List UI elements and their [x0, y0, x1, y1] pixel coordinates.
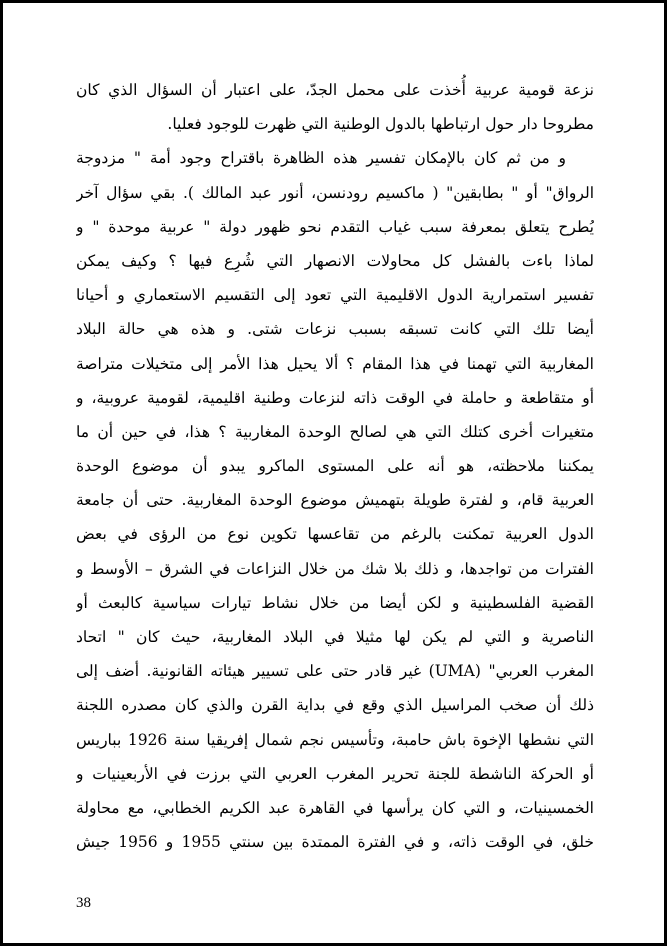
text-line: نزعة قومية عربية أُخذت على محمل الجدّ، على اعتبار أن السؤال الذي كان — [76, 81, 594, 99]
text-line: الفترات من تواجدها، و ذلك بلا شك من خلال النزاعات في الشرق – الأوسط و — [76, 559, 594, 578]
body-text — [76, 73, 594, 859]
text-line: ذلك أن صخب المراسيل الذي وقع في بداية القرن والذي كان مصدره اللجنة — [76, 696, 594, 715]
text-line: يُطرح يتعلق بمعرفة سبب غياب التقدم نحو ظهور دولة " عربية موحدة " و — [76, 217, 594, 236]
text-line: يمكننا ملاحظته، هو أنه على المستوى الماكرو يبدو أن موضوع الوحدة — [76, 457, 594, 476]
text-line: التي نشطها الإخوة باش حامبة، وتأسيس نجم شمال إفريقيا سنة 1926 بباريس — [76, 730, 594, 749]
text-line: القضية الفلسطينية و لكن أيضا من خلال نشاط تيارات سياسية كالبعث أو — [76, 593, 594, 612]
text-line: مطروحا دار حول ارتباطها بالدول الوطنية التي ظهرت للوجود فعليا. — [167, 115, 594, 134]
text-line: المغاربية التي تهمنا في هذا المقام ؟ ألا يحيل هذا الأمر إلى متخيلات متراصة — [76, 354, 594, 373]
text-line: لماذا باءت بالفشل كل محاولات الانصهار التي شُرِع فيها ؟ وكيف يمكن — [76, 251, 594, 270]
page-number: 38 — [76, 895, 91, 911]
text-line: تفسير استمرارية الدول الاقليمية التي تعود إلى التقسيم الاستعماري و أحيانا — [76, 286, 594, 305]
text-line: الرواق" أو " بطابقين" ( ماكسيم رودنسن، أنور عبد المالك ). بقي سؤال آخر — [76, 183, 594, 202]
text-line: متغيرات أخرى كتلك التي هي لصالح الوحدة المغاربية ؟ هذا، في حين أن ما — [76, 422, 594, 441]
text-line: الخمسينيات، و التي كان يرأسها في القاهرة عبد الكريم الخطابي، مع محاولة — [76, 798, 594, 817]
text-line: المغرب العربي" (UMA) غير قادر حتى على تسيير هيئاته القانونية. أضف إلى — [76, 662, 594, 681]
text-line: أو الحركة الناشطة للجنة تحرير المغرب العربي التي برزت في الأربعينيات و — [76, 764, 594, 783]
text-line: الناصرية و التي لم يكن لها مثيلا في البلاد المغاربية، حيث كان " اتحاد — [76, 628, 594, 646]
text-line: خلق، في الوقت ذاته، و في الفترة الممتدة بين سنتي 1955 و 1956 جيش — [76, 833, 594, 852]
text-line: العربية قام، و لفترة طويلة بتهميش موضوع الوحدة المغاربية. حتى أن جامعة — [76, 491, 594, 510]
text-line: الدول العربية تمكنت بالرغم من تقاعسها تكوين نوع من الرؤى في بعض — [76, 525, 594, 544]
text-line: أيضا تلك التي كانت تسبقه بسبب نزعات شتى. و هذه هي حالة البلاد — [76, 320, 594, 339]
text-line: أو متقاطعة و حاملة في الوقت ذاته لنزعات وطنية اقليمية، لقومية عروبية، و — [76, 388, 594, 407]
paragraph-start-line: و من ثم كان بالإمكان تفسير هذه الظاهرة باقتراح وجود أمة " مزدوجة — [76, 149, 566, 168]
